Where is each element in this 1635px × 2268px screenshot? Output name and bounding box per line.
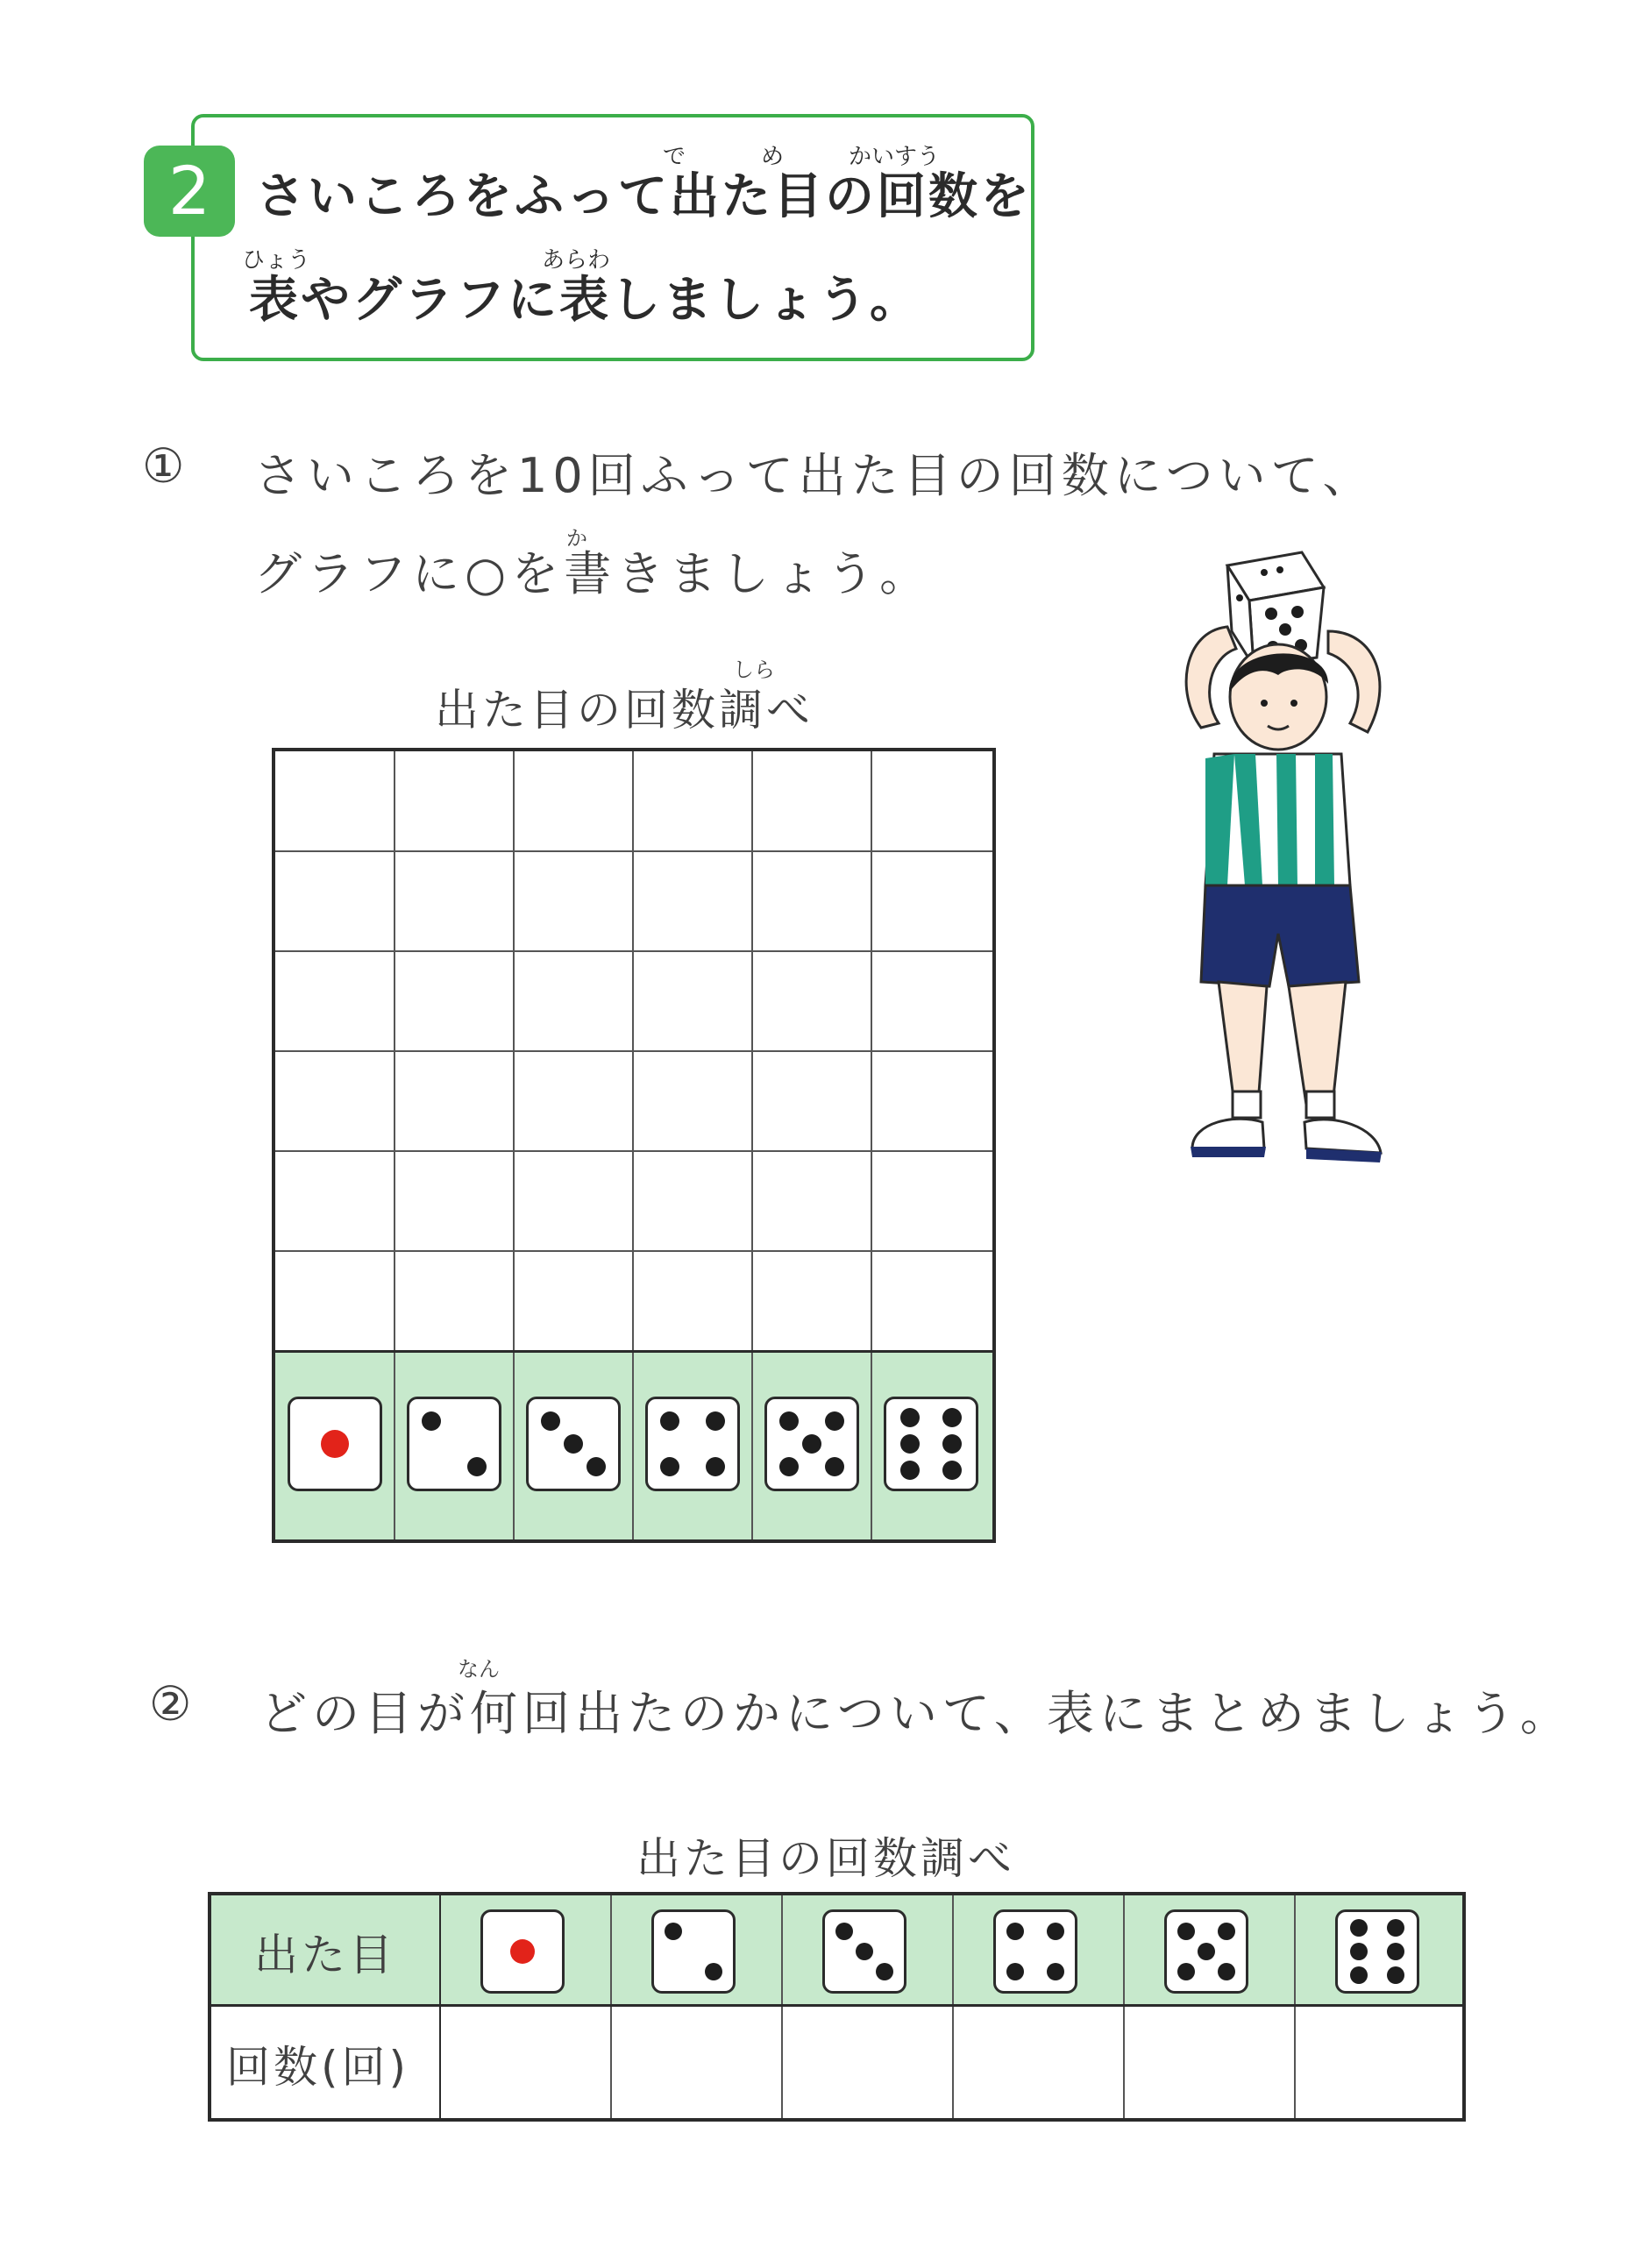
graph-title: 出た目の回数調べ: [435, 685, 814, 736]
pip: [1218, 1963, 1235, 1980]
table-title: 出た目の回数調べ: [636, 1833, 1015, 1884]
count-cell-5[interactable]: [1124, 2008, 1290, 2118]
table-row-label-count: 回数(回): [226, 2042, 410, 2093]
pip: [321, 1430, 349, 1458]
pip: [1177, 1963, 1195, 1980]
pip: [1387, 1943, 1404, 1960]
ruby-hyou: ひょう: [242, 247, 311, 274]
grid-line: [275, 1150, 992, 1152]
pip: [660, 1411, 679, 1431]
ruby-nan: なん: [458, 1657, 500, 1681]
count-cell-3[interactable]: [782, 2008, 949, 2118]
die-face-4: [645, 1397, 740, 1491]
pip: [1006, 1963, 1024, 1980]
die-face-3: [526, 1397, 621, 1491]
table-die-face-4: [993, 1909, 1077, 1994]
grid-line: [751, 751, 753, 1539]
ruby-kaisuu: かいすう: [849, 144, 941, 170]
grid-line: [513, 751, 515, 1539]
pip: [856, 1943, 873, 1960]
table-row-label-face: 出た目: [254, 1930, 396, 1980]
pip: [1006, 1923, 1024, 1940]
question-1-line-2: グラフに○を書きましょう。: [254, 546, 933, 601]
pip: [665, 1923, 682, 1940]
table-die-face-1: [480, 1909, 565, 1994]
pip: [802, 1434, 821, 1454]
ruby-ka: か: [566, 526, 587, 551]
question-2-line: どの目が何回出たのかについて、表にまとめましょう。: [259, 1686, 1573, 1741]
pip: [1177, 1923, 1195, 1940]
pip: [706, 1411, 725, 1431]
pip: [706, 1457, 725, 1476]
pip: [779, 1411, 799, 1431]
pip: [705, 1963, 722, 1980]
question-number-badge: 2: [144, 146, 235, 237]
table-die-face-5: [1164, 1909, 1248, 1994]
count-cell-4[interactable]: [953, 2008, 1120, 2118]
die-face-5: [764, 1397, 859, 1491]
heading-line-1: さいころをふって出た目の回数を: [256, 168, 1032, 225]
ruby-me: め: [761, 144, 785, 170]
pip: [541, 1411, 560, 1431]
pip: [942, 1461, 962, 1480]
grid-line: [394, 751, 395, 1539]
pip: [900, 1461, 920, 1480]
pip: [942, 1408, 962, 1427]
question-2-mark: ②: [149, 1676, 192, 1731]
question-1-line-1: さいころを10回ふって出た目の回数について、: [254, 448, 1376, 503]
table-die-face-3: [822, 1909, 906, 1994]
boy-holding-die-illustration: [1166, 544, 1429, 1175]
die-face-1: [288, 1397, 382, 1491]
pip: [1350, 1943, 1368, 1960]
pip: [900, 1408, 920, 1427]
pip: [586, 1457, 606, 1476]
pip: [825, 1411, 844, 1431]
pip: [779, 1457, 799, 1476]
grid-line: [275, 1050, 992, 1052]
pip: [1350, 1966, 1368, 1984]
table-line: [211, 2004, 1462, 2007]
pip: [835, 1923, 853, 1940]
grid-line: [871, 751, 872, 1539]
pip: [467, 1457, 487, 1476]
count-cell-2[interactable]: [611, 2008, 778, 2118]
grid-line: [275, 1250, 992, 1252]
pip: [510, 1939, 535, 1964]
pip: [422, 1411, 441, 1431]
pip: [564, 1434, 583, 1454]
pip: [660, 1457, 679, 1476]
pip: [900, 1434, 920, 1454]
pip: [1218, 1923, 1235, 1940]
heading-line-2: 表やグラフに表しましょう。: [249, 272, 921, 329]
pip: [825, 1457, 844, 1476]
grid-line: [275, 850, 992, 852]
ruby-shira: しら: [733, 658, 775, 682]
die-face-6: [884, 1397, 978, 1491]
table-die-face-2: [651, 1909, 736, 1994]
table-die-face-6: [1335, 1909, 1419, 1994]
pip: [1198, 1943, 1215, 1960]
count-cell-6[interactable]: [1295, 2008, 1461, 2118]
die-face-2: [407, 1397, 501, 1491]
ruby-de: で: [663, 144, 686, 170]
question-1-mark: ①: [142, 438, 185, 494]
pip: [1387, 1966, 1404, 1984]
grid-line: [275, 950, 992, 952]
count-cell-1[interactable]: [440, 2008, 607, 2118]
pip: [942, 1434, 962, 1454]
pip: [876, 1963, 893, 1980]
pip: [1047, 1963, 1064, 1980]
pip: [1387, 1919, 1404, 1937]
grid-line: [632, 751, 634, 1539]
pip: [1047, 1923, 1064, 1940]
pip: [1350, 1919, 1368, 1937]
grid-line: [275, 1350, 992, 1353]
ruby-arawa: あらわ: [542, 247, 611, 274]
